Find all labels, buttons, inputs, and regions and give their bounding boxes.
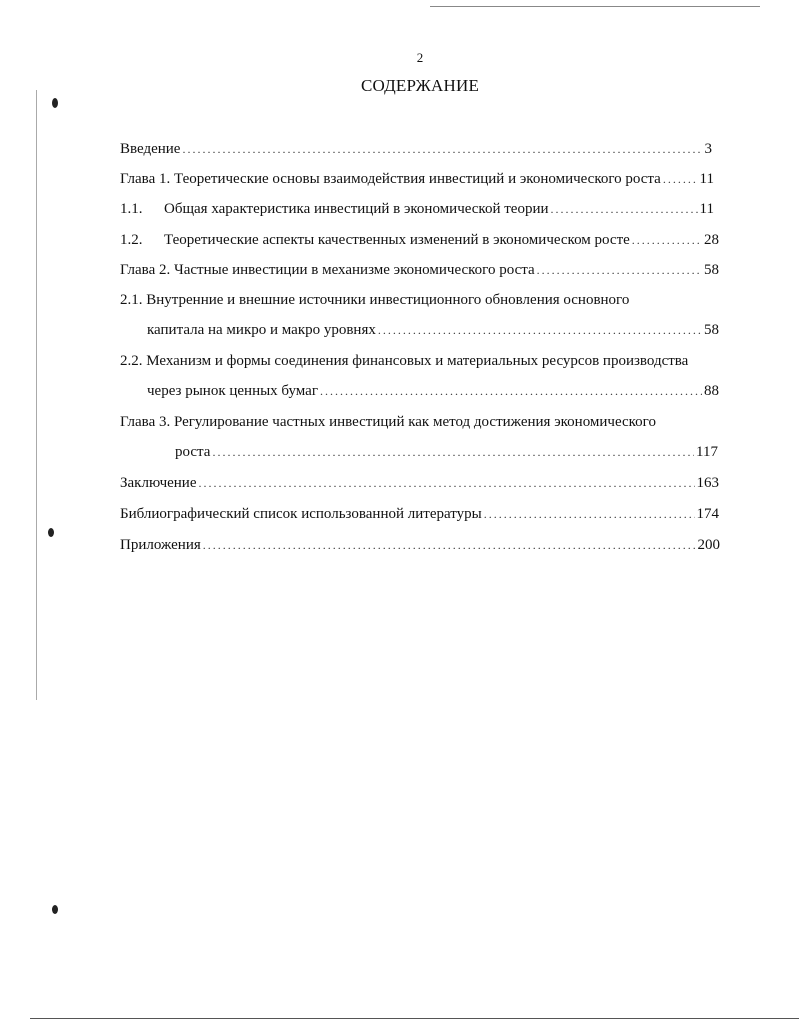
toc-entry-text: 2.1. Внутренние и внешние источники инвестиционного обновления основного [120, 292, 630, 308]
dot-leader [537, 260, 702, 280]
toc-entry-chapter-2[interactable] [120, 260, 719, 280]
toc-page-number: 200 [697, 537, 720, 553]
toc-entry-section-1-1[interactable] [120, 199, 714, 219]
toc-page-number: 58 [704, 322, 719, 338]
dot-leader [320, 381, 702, 401]
toc-entry-section-1-2[interactable] [120, 230, 719, 250]
toc-entry-text: Глава 3. Регулирование частных инвестиций как метод достижения экономического [120, 414, 656, 430]
dot-leader [212, 442, 694, 462]
dot-leader [203, 535, 696, 555]
toc-page-number: 28 [704, 232, 719, 248]
page-number: 2 [416, 50, 424, 65]
toc-entry-chapter-3-line-2[interactable] [175, 442, 718, 462]
toc-entry-text: капитала на микро и макро уровнях [147, 322, 376, 338]
toc-page-number: 3 [704, 141, 712, 157]
toc-entry-text: Теоретические аспекты качественных изменений в экономическом росте [164, 232, 630, 248]
toc-section-number: 1.2. [120, 232, 143, 248]
toc-entry-text: Приложения [120, 537, 201, 553]
toc-page-number: 163 [696, 475, 719, 491]
toc-page-number: 88 [704, 383, 719, 399]
toc-entry-text: Библиографический список использованной литературы [120, 506, 482, 522]
dot-leader [632, 230, 702, 250]
toc-page-number: 11 [699, 201, 714, 217]
toc-entry-section-2-1-line-2[interactable] [147, 320, 719, 340]
toc-entry-text: Общая характеристика инвестиций в экономической теории [164, 201, 549, 217]
dot-leader [378, 320, 702, 340]
toc-entry-text: роста [175, 444, 211, 460]
toc-entry-text: 2.2. Механизм и формы соединения финансовых и материальных ресурсов производства [120, 353, 689, 369]
dot-leader [182, 139, 702, 159]
toc-entry-chapter-3-line-1[interactable] [120, 412, 720, 432]
toc-entry-text: Глава 1. Теоретические основы взаимодействия инвестиций и экономического роста [120, 171, 661, 187]
toc-entry-text: Заключение [120, 475, 197, 491]
toc-page-number: 11 [699, 171, 714, 187]
toc-page-number: 174 [696, 506, 719, 522]
dot-leader [663, 169, 698, 189]
toc-entry-chapter-1[interactable] [120, 169, 714, 189]
toc-page-number: 117 [696, 444, 718, 460]
toc-entry-bibliography[interactable] [120, 504, 719, 524]
page-title: СОДЕРЖАНИЕ [360, 76, 480, 95]
dot-leader [484, 504, 695, 524]
toc-entry-introduction[interactable] [120, 139, 712, 159]
toc-entry-text: Введение [120, 141, 181, 157]
toc-entry-text: через рынок ценных бумаг [147, 383, 318, 399]
toc-entry-section-2-1-line-1[interactable] [120, 290, 720, 310]
toc-entry-text: Глава 2. Частные инвестиции в механизме экономического роста [120, 262, 535, 278]
toc-entry-appendices[interactable] [120, 535, 720, 555]
toc-entry-conclusion[interactable] [120, 473, 719, 493]
dot-leader [551, 199, 698, 219]
dot-leader [199, 473, 695, 493]
toc-section-number: 1.1. [120, 201, 143, 217]
toc-entry-section-2-2-line-1[interactable] [120, 351, 720, 371]
toc-page-number: 58 [704, 262, 719, 278]
toc-entry-section-2-2-line-2[interactable] [147, 381, 719, 401]
